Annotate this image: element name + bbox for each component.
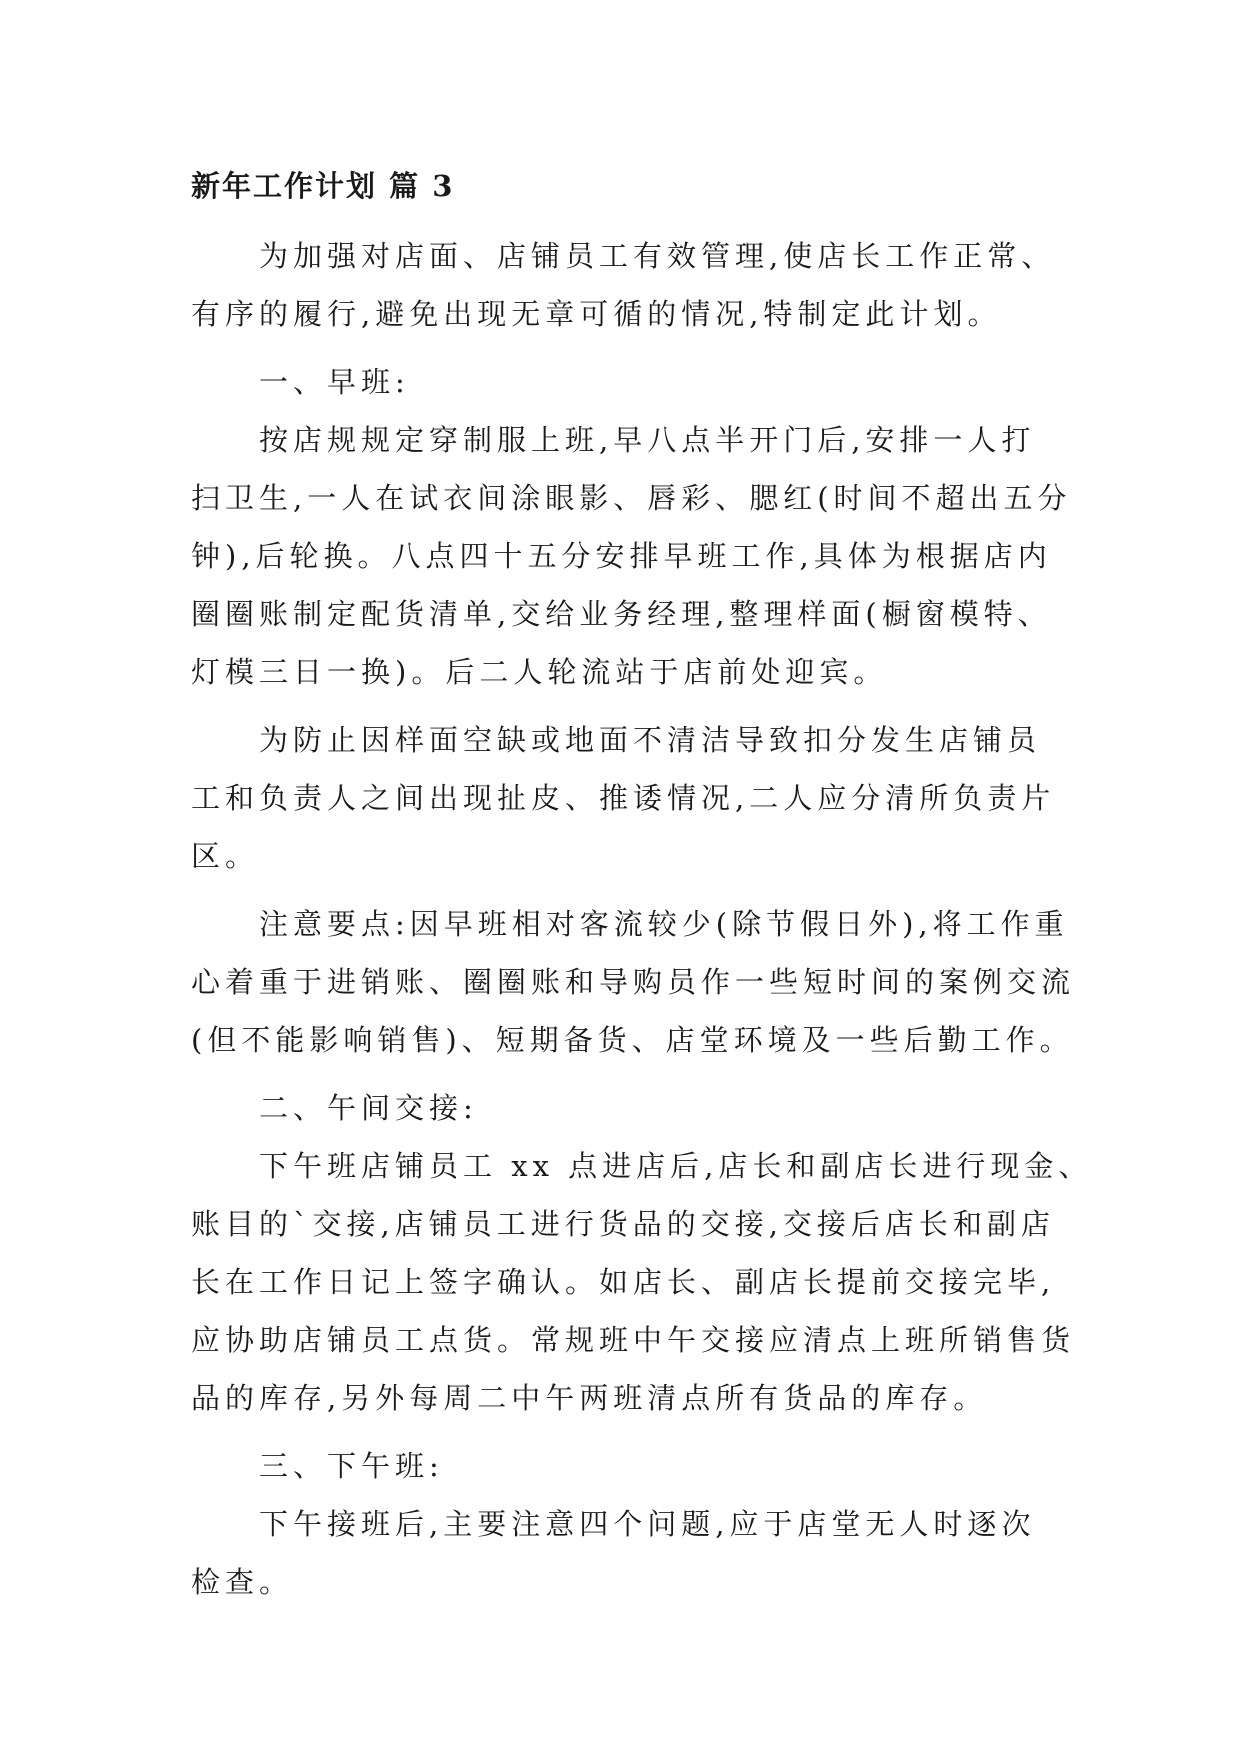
text-line: 钟),后轮换。八点四十五分安排早班工作,具体为根据店内 bbox=[191, 539, 1052, 573]
document-title: 新年工作计划 篇 3 bbox=[191, 169, 455, 203]
text-line: 为防止因样面空缺或地面不清洁导致扣分发生店铺员 bbox=[259, 723, 1042, 757]
text-line: 品的库存,另外每周二中午两班清点所有货品的库存。 bbox=[191, 1381, 988, 1415]
text-line: (但不能影响销售)、短期备货、店堂环境及一些后勤工作。 bbox=[191, 1023, 1074, 1057]
text-line: 应协助店铺员工点货。常规班中午交接应清点上班所销售货 bbox=[191, 1323, 1076, 1357]
document-page bbox=[191, 155, 1091, 1611]
text-line: 下午班店铺员工 xx 点进店后,店长和副店长进行现金、 bbox=[259, 1149, 1093, 1183]
text-line: 扫卫生,一人在试衣间涂眼影、唇彩、腮红(时间不超出五分 bbox=[191, 481, 1072, 515]
heading-text: 一、早班: bbox=[259, 365, 410, 399]
text-line: 工和负责人之间出现扯皮、推诿情况,二人应分清所负责片 bbox=[191, 781, 1056, 815]
text-line: 区。 bbox=[191, 839, 260, 873]
text-line: 按店规规定穿制服上班,早八点半开门后,安排一人打 bbox=[259, 423, 1036, 457]
paragraph-afternoon-duties bbox=[191, 1495, 1091, 1611]
heading-text: 三、下午班: bbox=[259, 1449, 444, 1483]
text-line: 注意要点:因早班相对客流较少(除节假日外),将工作重 bbox=[259, 907, 1069, 941]
text-line: 检查。 bbox=[191, 1565, 294, 1599]
text-line: 下午接班后,主要注意四个问题,应于店堂无人时逐次 bbox=[259, 1507, 1036, 1541]
text-line: 灯模三日一换)。后二人轮流站于店前处迎宾。 bbox=[191, 655, 888, 689]
section-heading-noon bbox=[191, 1079, 1091, 1137]
paragraph-morning-duties bbox=[191, 411, 1091, 701]
heading-text: 二、午间交接: bbox=[259, 1091, 478, 1125]
paragraph-key-points bbox=[191, 895, 1091, 1069]
section-heading-morning bbox=[191, 353, 1091, 411]
paragraph-intro bbox=[191, 227, 1091, 343]
text-line: 心着重于进销账、圈圈账和导购员作一些短时间的案例交流 bbox=[191, 965, 1076, 999]
section-heading-afternoon bbox=[191, 1437, 1091, 1495]
text-line: 长在工作日记上签字确认。如店长、副店长提前交接完毕, bbox=[191, 1265, 1056, 1299]
text-line: 为加强对店面、店铺员工有效管理,使店长工作正常、 bbox=[259, 239, 1056, 273]
text-line: 圈圈账制定配货清单,交给业务经理,整理样面(橱窗模特、 bbox=[191, 597, 1052, 631]
text-line: 账目的`交接,店铺员工进行货品的交接,交接后店长和副店 bbox=[191, 1207, 1055, 1241]
paragraph-noon-handover bbox=[191, 1137, 1091, 1427]
text-line: 有序的履行,避免出现无章可循的情况,特制定此计划。 bbox=[191, 297, 1002, 331]
paragraph-responsibility bbox=[191, 711, 1091, 885]
